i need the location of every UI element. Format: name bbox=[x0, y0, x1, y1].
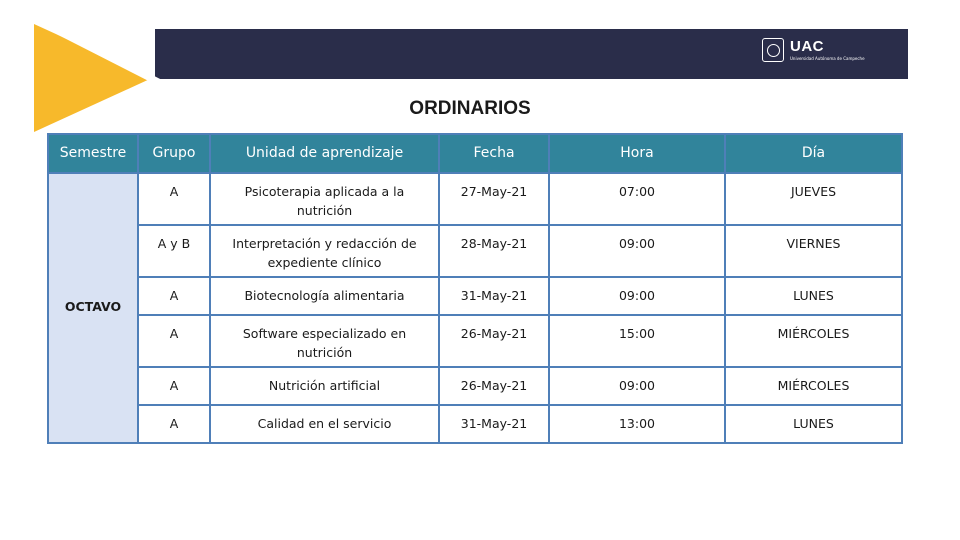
grupo-cell: A bbox=[138, 367, 210, 405]
unidad-cell: Psicoterapia aplicada a la nutrición bbox=[210, 173, 439, 225]
seal-icon bbox=[762, 38, 784, 62]
fecha-cell: 27-May-21 bbox=[439, 173, 549, 225]
hora-cell: 09:00 bbox=[549, 225, 725, 277]
dia-cell: MIÉRCOLES bbox=[725, 367, 902, 405]
table-row bbox=[48, 405, 902, 443]
dia-cell: MIÉRCOLES bbox=[725, 315, 902, 367]
fecha-cell: 31-May-21 bbox=[439, 405, 549, 443]
column-header-grupo: Grupo bbox=[138, 134, 210, 173]
dia-cell: VIERNES bbox=[725, 225, 902, 277]
fecha-cell: 31-May-21 bbox=[439, 277, 549, 315]
logo-subtext: Universidad Autónoma de Campeche bbox=[790, 56, 865, 61]
unidad-cell: Software especializado en nutrición bbox=[210, 315, 439, 367]
unidad-cell: Nutrición artificial bbox=[210, 367, 439, 405]
fecha-cell: 28-May-21 bbox=[439, 225, 549, 277]
unidad-cell: Biotecnología alimentaria bbox=[210, 277, 439, 315]
hora-cell: 09:00 bbox=[549, 367, 725, 405]
exam-schedule-table bbox=[47, 133, 903, 444]
column-header-semestre: Semestre bbox=[48, 134, 138, 173]
column-header-fecha: Fecha bbox=[439, 134, 549, 173]
column-header-hora: Hora bbox=[549, 134, 725, 173]
logo-wordmark: UAC bbox=[790, 38, 824, 55]
grupo-cell: A bbox=[138, 315, 210, 367]
hora-cell: 07:00 bbox=[549, 173, 725, 225]
table-row bbox=[48, 315, 902, 367]
fecha-cell: 26-May-21 bbox=[439, 315, 549, 367]
unidad-cell: Calidad en el servicio bbox=[210, 405, 439, 443]
table-header-row bbox=[48, 134, 902, 173]
table-row bbox=[48, 225, 902, 277]
dia-cell: LUNES bbox=[725, 277, 902, 315]
grupo-cell: A bbox=[138, 173, 210, 225]
grupo-cell: A bbox=[138, 277, 210, 315]
page-title: ORDINARIOS bbox=[409, 98, 531, 119]
hora-cell: 09:00 bbox=[549, 277, 725, 315]
column-header-dia: Día bbox=[725, 134, 902, 173]
grupo-cell: A bbox=[138, 405, 210, 443]
grupo-cell: A y B bbox=[138, 225, 210, 277]
table-row bbox=[48, 173, 902, 225]
fecha-cell: 26-May-21 bbox=[439, 367, 549, 405]
table-row bbox=[48, 277, 902, 315]
dia-cell: LUNES bbox=[725, 405, 902, 443]
university-logo bbox=[762, 35, 865, 65]
table-row bbox=[48, 367, 902, 405]
dia-cell: JUEVES bbox=[725, 173, 902, 225]
hora-cell: 13:00 bbox=[549, 405, 725, 443]
semester-cell: OCTAVO bbox=[48, 173, 138, 443]
unidad-cell: Interpretación y redacción de expediente clínico bbox=[210, 225, 439, 277]
column-header-unidad: Unidad de aprendizaje bbox=[210, 134, 439, 173]
hora-cell: 15:00 bbox=[549, 315, 725, 367]
